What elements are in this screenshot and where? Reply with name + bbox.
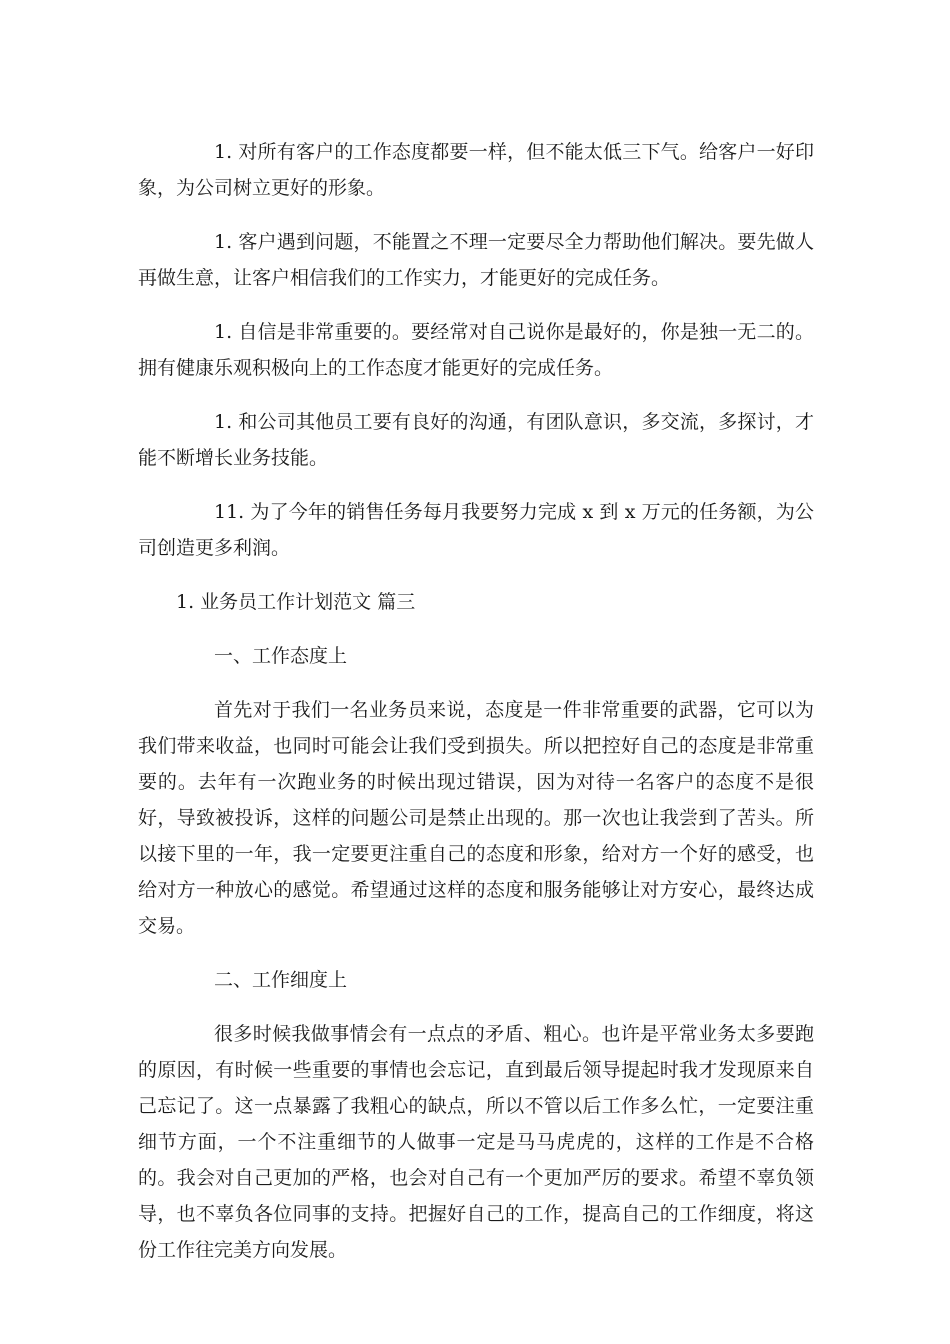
- list-item: 1. 和公司其他员工要有良好的沟通，有团队意识，多交流，多探讨，才能不断增长业务技能。: [138, 411, 814, 469]
- list-item: 1. 自信是非常重要的。要经常对自己说你是最好的，你是独一无二的。拥有健康乐观积极向上的工作态度才能更好的完成任务。: [138, 321, 814, 379]
- list-item: 1. 客户遇到问题，不能置之不理一定要尽全力帮助他们解决。要先做人再做生意，让客户相信我们的工作实力，才能更好的完成任务。: [138, 231, 814, 289]
- document-body: [138, 134, 814, 1286]
- body-paragraph-attitude: 首先对于我们一名业务员来说，态度是一件非常重要的武器，它可以为我们带来收益，也同时可能会让我们受到损失。所以把控好自己的态度是非常重要的。去年有一次跑业务的时候出现过错误，因为对待一名客户的态度不是很好，导致被投诉，这样的问题公司是禁止出现的。那一次也让我尝到了苦头。所以接下里的一年，我一定要更注重自己的态度和形象，给对方一个好的感受，也给对方一种放心的感觉。希望通过这样的态度和服务能够让对方安心，最终达成交易。: [138, 699, 814, 937]
- list-item: 11. 为了今年的销售任务每月我要努力完成 x 到 x 万元的任务额，为公司创造更多利润。: [138, 501, 814, 559]
- subheading-work-attitude: 一、工作态度上: [214, 645, 348, 667]
- subheading-work-detail: 二、工作细度上: [214, 969, 348, 991]
- section-title: 1. 业务员工作计划范文 篇三: [176, 591, 416, 613]
- body-paragraph-detail: 很多时候我做事情会有一点点的矛盾、粗心。也许是平常业务太多要跑的原因，有时候一些重要的事情也会忘记，直到最后领导提起时我才发现原来自己忘记了。这一点暴露了我粗心的缺点，所以不管以后工作多么忙，一定要注重细节方面，一个不注重细节的人做事一定是马马虎虎的，这样的工作是不合格的。我会对自己更加的严格，也会对自己有一个更加严厉的要求。希望不辜负领导，也不辜负各位同事的支持。把握好自己的工作，提高自己的工作细度，将这份工作往完美方向发展。: [138, 1023, 814, 1261]
- list-item: 1. 对所有客户的工作态度都要一样，但不能太低三下气。给客户一好印象，为公司树立更好的形象。: [138, 141, 814, 199]
